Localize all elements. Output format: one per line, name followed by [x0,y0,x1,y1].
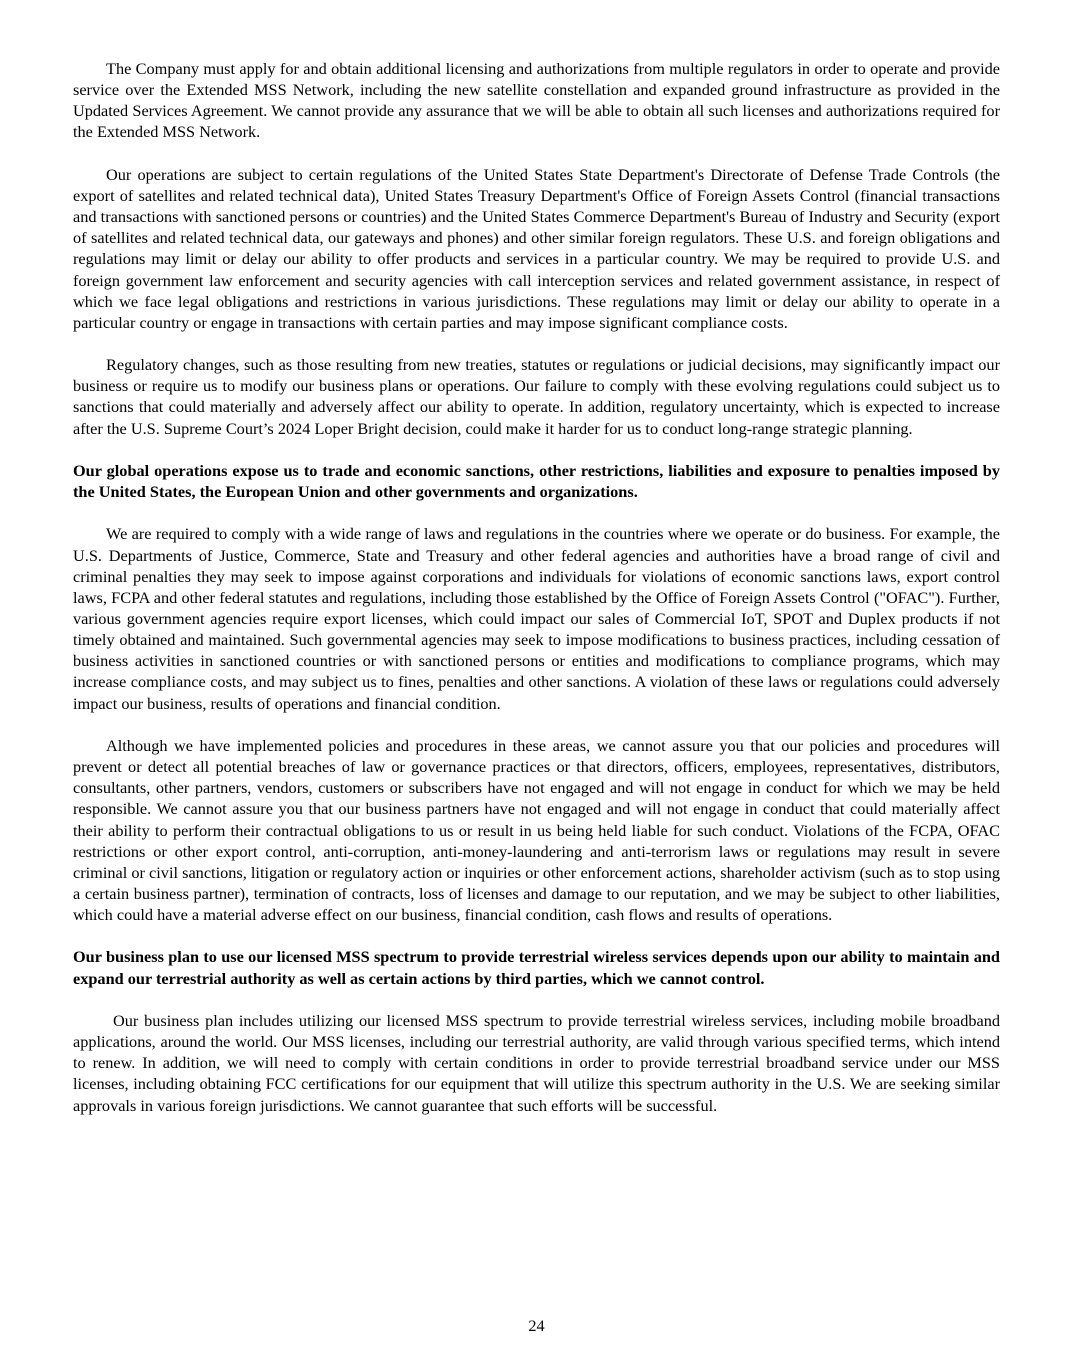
paragraph-licensing: The Company must apply for and obtain additional licensing and authorizations from multiple regulators in order to operate and provide service over the Extended MSS Network, including the new satellite constellation and expanded ground infrastructure as provided in the Updated Services Agreement. We cannot provide any assurance that we will be able to obtain all such licenses and authorizations required for the Extended MSS Network. [73,59,1000,142]
paragraph-business-plan: Our business plan includes utilizing our licensed MSS spectrum to provide terrestrial wireless services, including mobile broadband applications, around the world. Our MSS licenses, including our terrestrial authority, are valid through various specified terms, which intend to renew. In addition, we will need to comply with certain conditions in order to provide terrestrial broadband service under our MSS licenses, including obtaining FCC certifications for our equipment that will utilize this spectrum authority in the U.S. We are seeking similar approvals in various foreign jurisdictions. We cannot guarantee that such efforts will be successful. [73,1010,1000,1115]
paragraph-spacer [73,143,1000,164]
paragraph-compliance: We are required to comply with a wide range of laws and regulations in the countries where we operate or do business. For example, the U.S. Departments of Justice, Commerce, State and Treasury and other federal agencies and authorities have a broad range of civil and criminal penalties they may seek to impose against corporations and individuals for violations of economic sanctions laws, export control laws, FCPA and other federal statutes and regulations, including those established by the Office of Foreign Assets Control ("OFAC"). Further, various government agencies require export licenses, which could impact our sales of Commercial IoT, SPOT and Duplex products if not timely obtained and maintained. Such governmental agencies may seek to impose modifications to business practices, including cessation of business activities in sanctioned countries or with sanctioned persons or entities and modifications to compliance programs, which may increase compliance costs, and may subject us to fines, penalties and other sanctions. A violation of these laws or regulations could adversely impact our business, results of operations and financial condition. [73,524,1000,713]
paragraph-regulatory-changes: Regulatory changes, such as those resulting from new treaties, statutes or regulations or judicial decisions, may significantly impact our business or require us to modify our business plans or operations. Our failure to comply with these evolving regulations could subject us to sanctions that could materially and adversely affect our ability to operate. In addition, regulatory uncertainty, which is expected to increase after the U.S. Supreme Court’s 2024 Loper Bright decision, could make it harder for us to conduct long-range strategic planning. [73,355,1000,438]
page-number: 24 [528,1316,545,1335]
section-heading-sanctions: Our global operations expose us to trade and economic sanctions, other restrictions, liabilities and exposure to penalties imposed by the United States, the European Union and other governments and organizations. [73,460,1000,502]
paragraph-regulations: Our operations are subject to certain regulations of the United States State Department's Directorate of Defense Trade Controls (the export of satellites and related technical data), United States Treasury Department's Office of Foreign Assets Control (financial transactions and transactions with sanctioned persons or countries) and the United States Commerce Department's Bureau of Industry and Security (export of satellites and related technical data, our gateways and phones) and other similar foreign regulators. These U.S. and foreign obligations and regulations may limit or delay our ability to offer products and services in a particular country. We may be required to provide U.S. and foreign government law enforcement and security agencies with call interception services and related government assistance, in respect of which we face legal obligations and restrictions in various jurisdictions. These regulations may limit or delay our ability to operate in a particular country or engage in transactions with certain parties and may impose significant compliance costs. [73,164,1000,332]
paragraph-spacer [73,714,1000,735]
paragraph-spacer [73,333,1000,354]
paragraph-policies: Although we have implemented policies and procedures in these areas, we cannot assure you that our policies and procedures will prevent or detect all potential breaches of law or governance practices or that directors, officers, employees, representatives, distributors, consultants, other partners, vendors, customers or subscribers have not engaged and will not engage in conduct for which we may be held responsible. We cannot assure you that our business partners have not engaged and will not engage in conduct that could materially affect their ability to perform their contractual obligations to us or result in us being held liable for such conduct. Violations of the FCPA, OFAC restrictions or other export control, anti-corruption, anti-money-laundering and anti-terrorism laws or regulations may result in severe criminal or civil sanctions, litigation or regulatory action or inquiries or other enforcement actions, shareholder activism (such as to stop using a certain business partner), termination of contracts, loss of licenses and damage to our reputation, and we may be subject to other liabilities, which could have a material adverse effect on our business, financial condition, cash flows and results of operations. [73,735,1000,925]
document-page [73,58,1000,1116]
paragraph-spacer [73,989,1000,1010]
paragraph-spacer [73,925,1000,946]
section-heading-terrestrial: Our business plan to use our licensed MSS spectrum to provide terrestrial wireless services depends upon our ability to maintain and expand our terrestrial authority as well as certain actions by third parties, which we cannot control. [73,947,1000,988]
paragraph-spacer [73,439,1000,460]
paragraph-spacer [73,502,1000,523]
